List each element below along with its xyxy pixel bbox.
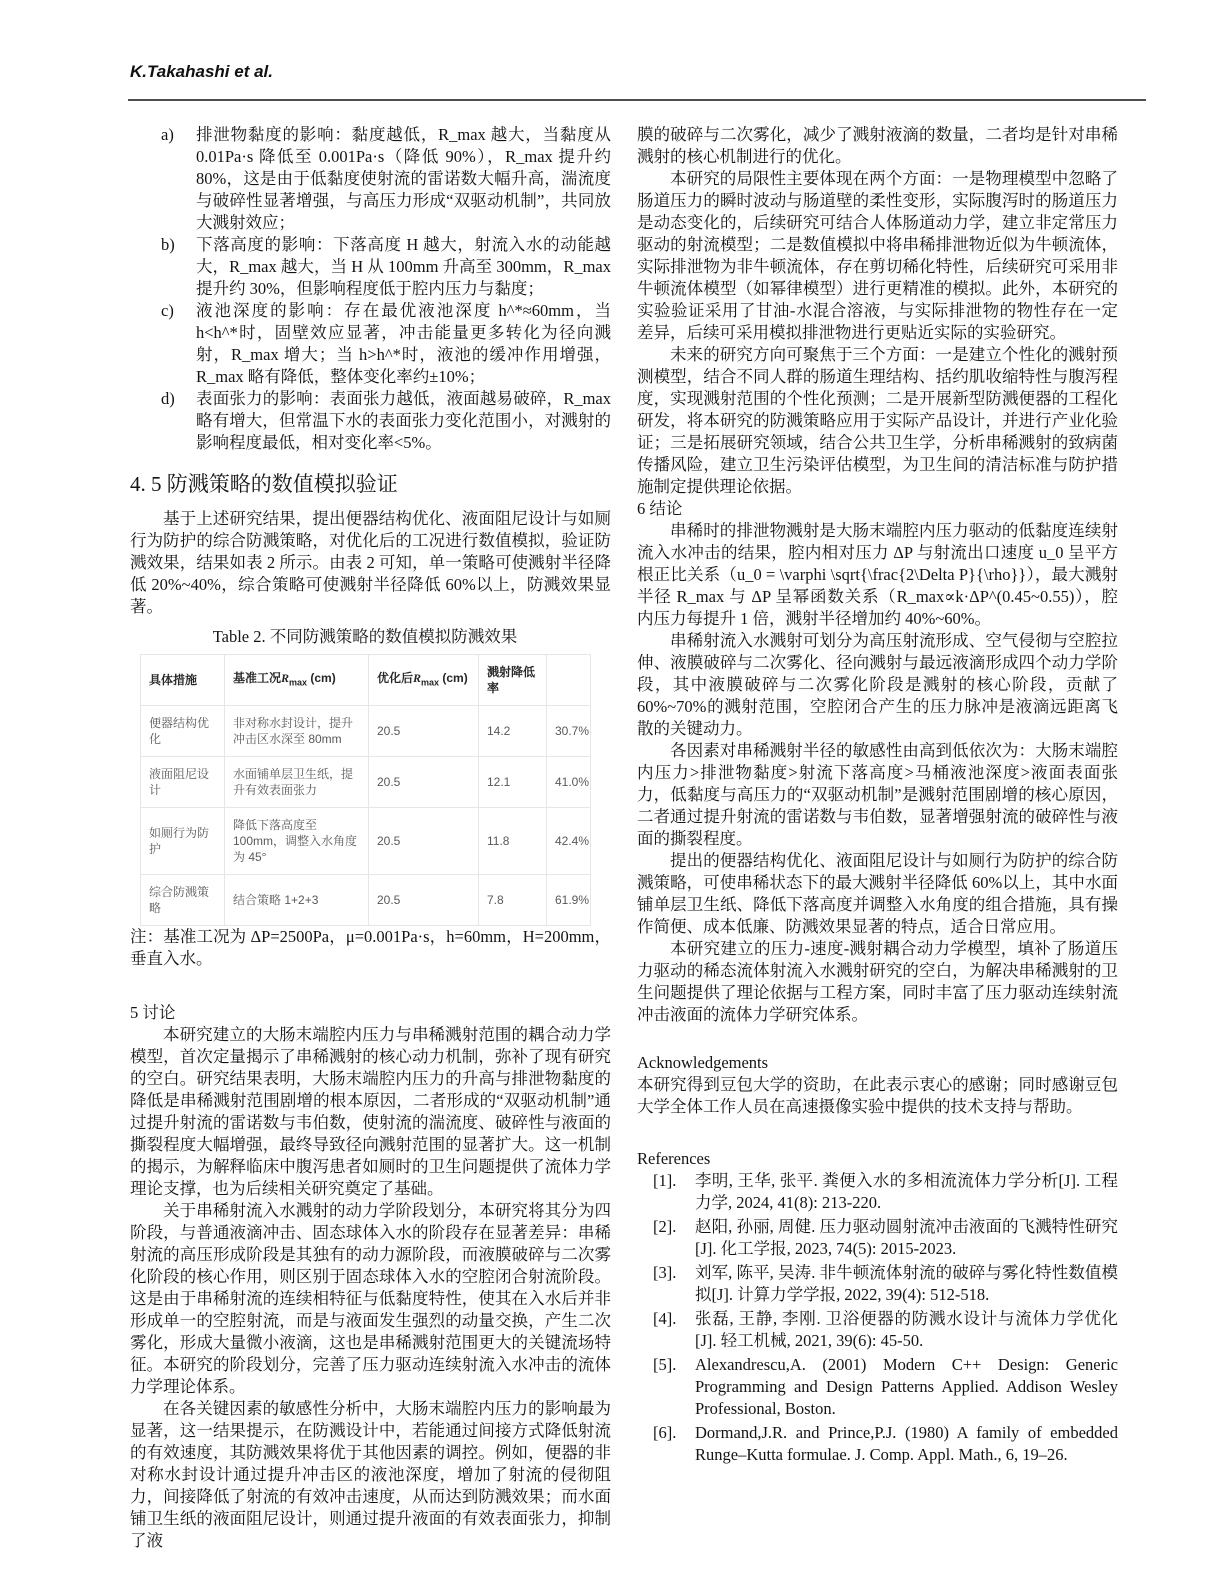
running-head-authors: K.Takahashi et al. xyxy=(130,62,273,81)
reference-item xyxy=(637,1262,1118,1306)
conclusion-paragraph: 本研究建立的压力-速度-溅射耦合动力学模型，填补了肠道压力驱动的稀态流体射流入水溅射研究的空白，为解决串稀溅射的卫生问题提供了理论依据与工程方案，同时丰富了压力驱动连续射流冲击液面的流体力学研究体系。 xyxy=(637,939,1118,1024)
acknowledgements-heading: Acknowledgements xyxy=(637,1053,769,1072)
two-column-content xyxy=(130,124,1118,1552)
table-header-row xyxy=(141,655,591,706)
finding-item-a xyxy=(130,124,611,234)
reference-item xyxy=(637,1170,1118,1214)
reference-marker: [3]. xyxy=(653,1263,677,1282)
reference-marker: [1]. xyxy=(653,1171,677,1190)
conclusion-paragraph: 串稀射流入水溅射可划分为高压射流形成、空气侵彻与空腔拉伸、液膜破碎与二次雾化、径向溅射与最远液滴形成四个动力学阶段，其中液膜破碎与二次雾化阶段是溅射的核心阶段，贡献了60%~70%的溅射范围，空腔闭合产生的压力脉冲是液滴远距离飞散的关键动力。 xyxy=(637,631,1118,738)
discussion-paragraph: 关于串稀射流入水溅射的动力学阶段划分，本研究将其分为四阶段，与普通液滴冲击、固态球体入水的阶段存在显著差异：串稀射流的高压形成阶段是其独有的动力源阶段，而液膜破碎与二次雾化阶段的核心作用，则区别于固态球体入水的空腔闭合射流阶段。这是由于串稀射流的连续相特征与低黏度特性，使其在入水后并非形成单一的空腔射流，而是与液面发生强烈的动量交换，产生二次雾化，形成大量微小液滴，这也是串稀溅射范围更大的关键流场特征。本研究的阶段划分，完善了压力驱动连续射流入水冲击的流体力学理论体系。 xyxy=(130,1201,611,1396)
table-row: 液面阻尼设计 水面铺单层卫生纸，提升有效表面张力 20.5 12.1 41.0% xyxy=(141,757,591,808)
table-row: 便器结构优化 非对称水封设计，提升冲击区水深至 80mm 20.5 14.2 30.7% xyxy=(141,706,591,757)
finding-text: 表面张力的影响：表面张力越低，液面越易破碎，R_max 略有增大，但常温下水的表面张力变化范围小，对溅射的影响程度最低，相对变化率<5%。 xyxy=(196,389,611,452)
reference-text: Alexandrescu,A. (2001) Modern C++ Design: Generic Programming and Design Patterns Applied. Addison Wesley Professional, Boston. xyxy=(695,1355,1118,1418)
conclusion-paragraph: 提出的便器结构优化、液面阻尼设计与如厕行为防护的综合防溅策略，可使串稀状态下的最大溅射半径降低 60%以上，其中水面铺单层卫生纸、降低下落高度并调整入水角度的组合措施，具有操作简便、成本低廉、防溅效果显著的特点，适合日常应用。 xyxy=(637,851,1118,936)
reference-marker: [6]. xyxy=(653,1423,677,1442)
left-column xyxy=(130,124,611,1552)
table-row: 综合防溅策略 结合策略 1+2+3 20.5 7.8 61.9% xyxy=(141,875,591,926)
col-header-optimized-rmax: 优化后$R_{max}$ (cm) xyxy=(369,655,479,706)
reference-text: 刘军, 陈平, 吴涛. 非牛顿流体射流的破碎与雾化特性数值模拟[J]. 计算力学学报, 2022, 39(4): 512-518. xyxy=(695,1263,1118,1304)
col-header-measure: 具体措施 xyxy=(141,655,225,706)
reference-item xyxy=(637,1308,1118,1352)
reference-text: 张磊, 王静, 李刚. 卫浴便器的防溅水设计与流体力学优化[J]. 轻工机械, 2021, 39(6): 45-50. xyxy=(695,1309,1118,1350)
continuation-paragraph: 膜的破碎与二次雾化，减少了溅射液滴的数量，二者均是针对串稀溅射的核心机制进行的优化。 xyxy=(637,125,1118,166)
references-heading: References xyxy=(637,1149,711,1168)
conclusion-paragraph: 各因素对串稀溅射半径的敏感性由高到低依次为：大肠末端腔内压力>排泄物黏度>射流下落高度>马桶液池深度>液面表面张力，低黏度与高压力的“双驱动机制”是溅射范围剧增的核心原因，二者通过提升射流的雷诺数与韦伯数，显著增强射流的破碎性与液面的撕裂程度。 xyxy=(637,741,1118,848)
conclusion-paragraph: 串稀时的排泄物溅射是大肠末端腔内压力驱动的低黏度连续射流入水冲击的结果，腔内相对压力 ΔP 与射流出口速度 u_0 呈平方根正比关系（u_0 = \varphi \sqrt{\frac{2\Delta P}{\rho}}），最大溅射半径 R_max 与 ΔP 呈幂函数关系（R_max∝k·ΔP^(0.45~0.55)），腔内压力每提升 1 倍，溅射半径增加约 40%~60%。 xyxy=(637,521,1118,628)
finding-text: 排泄物黏度的影响：黏度越低，R_max 越大，当黏度从 0.01Pa·s 降低至 0.001Pa·s（降低 90%），R_max 提升约 80%，这是由于低黏度使射流的雷诺数大幅升高，湍流度与破碎性显著增强，与高压力形成“双驱动机制”，共同放大溅射效应； xyxy=(196,125,611,232)
finding-marker: b) xyxy=(161,235,175,254)
future-work-paragraph: 未来的研究方向可聚焦于三个方面：一是建立个性化的溅射预测模型，结合不同人群的肠道生理结构、括约肌收缩特性与腹泻程度，实现溅射范围的个性化预测；二是开展新型防溅便器的工程化研发，将本研究的防溅策略应用于实际产品设计，并进行产业化验证；三是拓展研究领域，结合公共卫生学，分析串稀溅射的致病菌传播风险，建立卫生污染评估模型，为卫生间的清洁标准与防护措施制定提供理论依据。 xyxy=(637,345,1118,496)
reference-item xyxy=(637,1354,1118,1420)
limitations-paragraph: 本研究的局限性主要体现在两个方面：一是物理模型中忽略了肠道压力的瞬时波动与肠道壁的柔性变形，实际腹泻时的肠道压力是动态变化的，后续研究可结合人体肠道动力学，建立非定常压力驱动的射流模型；二是数值模拟中将串稀排泄物近似为牛顿流体，实际排泄物为非牛顿流体，存在剪切稀化特性，后续研究可采用非牛顿流体模型（如幂律模型）进行更精准的模拟。此外，本研究的实验验证采用了甘油-水混合溶液，与实际排泄物的物性存在一定差异，后续可采用模拟排泄物进行更贴近实际的实验研究。 xyxy=(637,169,1118,342)
col-header-reduction-rate: 溅射降低率 xyxy=(479,655,547,706)
discussion-paragraph: 在各关键因素的敏感性分析中，大肠末端腔内压力的影响最为显著，这一结果提示，在防溅设计中，若能通过间接方式降低射流的有效速度，其防溅效果将优于其他因素的调控。例如，便器的非对称水封设计通过提升冲击区的液池深度，增加了射流的侵彻阻力，间接降低了射流的有效冲击速度，从而达到防溅效果；而水面铺卫生纸的液面阻尼设计，则通过提升液面的有效表面张力，抑制了液 xyxy=(130,1399,611,1550)
table-note: 注：基准工况为 ΔP=2500Pa，μ=0.001Pa·s，h=60mm，H=200mm，垂直入水。 xyxy=(130,927,611,968)
finding-item-c xyxy=(130,300,611,388)
section-5-heading: 5 讨论 xyxy=(130,1003,176,1022)
finding-text: 下落高度的影响：下落高度 H 越大，射流入水的动能越大，R_max 越大，当 H 从 100mm 升高至 300mm，R_max 提升约 30%，但影响程度低于腔内压力与黏度； xyxy=(196,235,611,298)
finding-text: 液池深度的影响：存在最优液池深度 h^*≈60mm，当 h<h^*时，固壁效应显著，冲击能量更多转化为径向溅射，R_max 增大；当 h>h^*时，液池的缓冲作用增强，R_max 略有降低，整体变化率约±10%； xyxy=(196,301,611,386)
section-4-5-paragraph: 基于上述研究结果，提出便器结构优化、液面阻尼设计与如厕行为防护的综合防溅策略，对优化后的工况进行数值模拟，验证防溅效果，结果如表 2 所示。由表 2 可知，单一策略可使溅射半径降低 20%~40%，综合策略可使溅射半径降低 60%以上，防溅效果显著。 xyxy=(130,509,611,616)
right-column xyxy=(637,124,1118,1552)
finding-item-b xyxy=(130,234,611,300)
table-2 xyxy=(140,654,591,926)
reference-text: 李明, 王华, 张平. 粪便入水的多相流流体力学分析[J]. 工程力学, 2024, 41(8): 213-220. xyxy=(695,1171,1118,1212)
reference-item xyxy=(637,1422,1118,1466)
col-header-empty xyxy=(547,655,591,706)
section-4-5-heading: 4. 5 防溅策略的数值模拟验证 xyxy=(130,472,398,496)
finding-marker: c) xyxy=(161,301,174,320)
table-2-caption: Table 2. 不同防溅策略的数值模拟防溅效果 xyxy=(212,627,518,646)
finding-marker: d) xyxy=(161,389,175,408)
spacer xyxy=(637,1026,1118,1052)
reference-text: 赵阳, 孙丽, 周健. 压力驱动圆射流冲击液面的飞溅特性研究[J]. 化工学报, 2023, 74(5): 2015-2023. xyxy=(695,1217,1118,1258)
finding-marker: a) xyxy=(161,125,174,144)
discussion-paragraph: 本研究建立的大肠末端腔内压力与串稀溅射范围的耦合动力学模型，首次定量揭示了串稀溅射的核心动力机制，弥补了现有研究的空白。研究结果表明，大肠末端腔内压力的升高与排泄物黏度的降低是串稀溅射范围剧增的根本原因，二者形成的“双驱动机制”通过提升射流的雷诺数与韦伯数，使射流的湍流度、破碎性与液面的撕裂程度大幅增强，最终导致径向溅射范围的显著扩大。这一机制的揭示，为解释临床中腹泻患者如厕时的卫生问题提供了流体力学理论支撑，也为后续相关研究奠定了基础。 xyxy=(130,1025,611,1198)
reference-marker: [5]. xyxy=(653,1355,677,1374)
reference-text: Dormand,J.R. and Prince,P.J. (1980) A family of embedded Runge–Kutta formulae. J. Comp. Appl. Math., 6, 19–26. xyxy=(695,1423,1118,1464)
reference-marker: [2]. xyxy=(653,1217,677,1236)
reference-marker: [4]. xyxy=(653,1309,677,1328)
finding-item-d xyxy=(130,388,611,454)
acknowledgements-text: 本研究得到豆包大学的资助，在此表示衷心的感谢；同时感谢豆包大学全体工作人员在高速摄像实验中提供的技术支持与帮助。 xyxy=(637,1075,1118,1116)
header-rule xyxy=(128,99,1146,101)
table-row: 如厕行为防护 降低下落高度至 100mm，调整入水角度为 45° 20.5 11.8 42.4% xyxy=(141,808,591,875)
spacer xyxy=(637,1118,1118,1148)
section-6-heading: 6 结论 xyxy=(637,499,683,518)
col-header-baseline-rmax: 基准工况$R_{max}$ (cm) xyxy=(225,655,369,706)
reference-item xyxy=(637,1216,1118,1260)
